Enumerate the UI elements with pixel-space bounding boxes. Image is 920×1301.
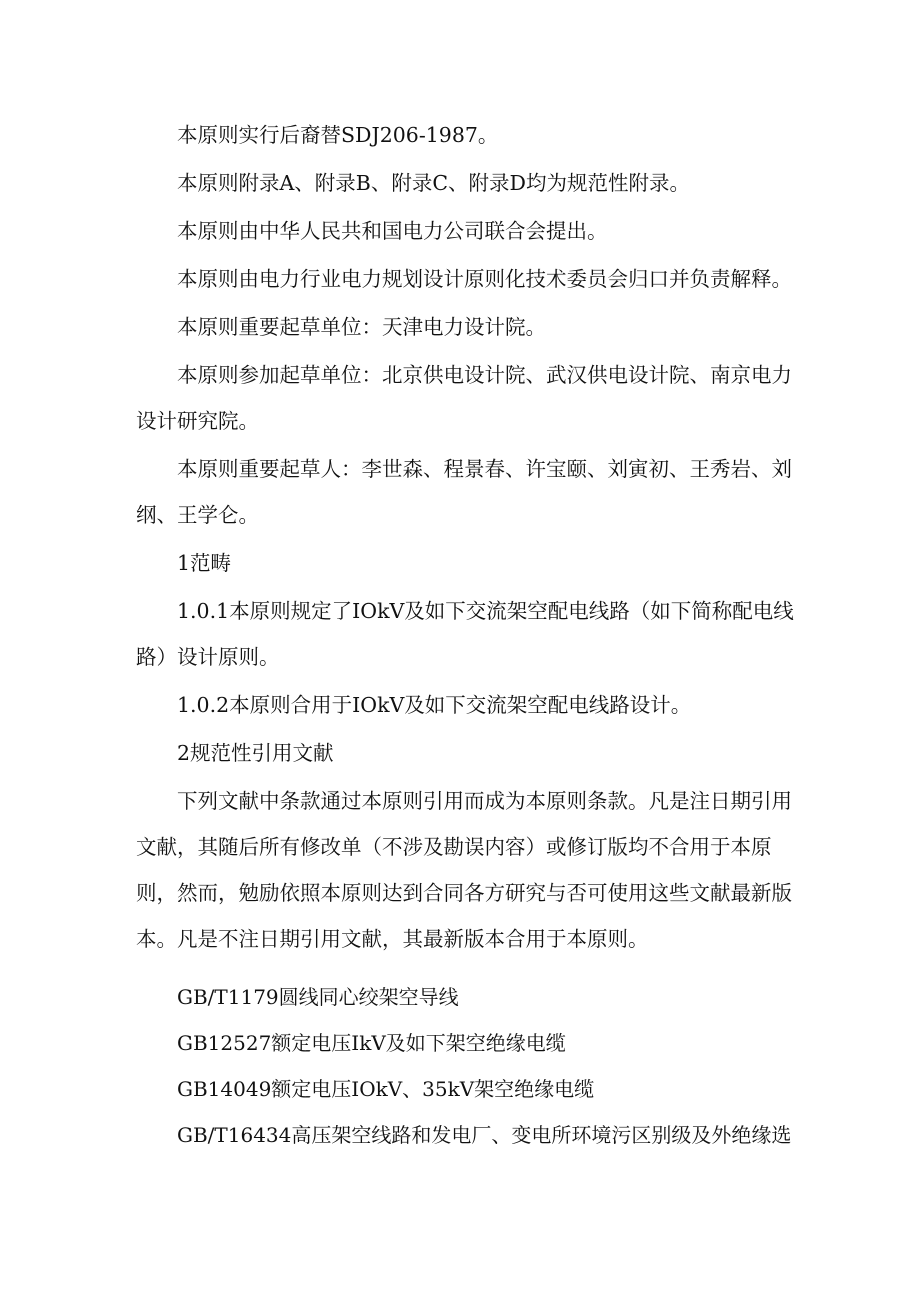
reference-item: GB/T1179圆线同心绞架空导线	[177, 985, 459, 1009]
paragraph-main-drafter: 本原则重要起草单位：天津电力设计院。	[177, 315, 546, 339]
reference-list	[136, 974, 796, 1158]
reference-item: GB12527额定电压IkV及如下架空绝缘电缆	[177, 1031, 566, 1055]
section-1-title: 1范畴	[177, 551, 232, 575]
document-body	[136, 112, 796, 1158]
paragraph-drafters-people: 本原则重要起草人：李世森、程景春、许宝颐、刘寅初、王秀岩、刘纲、王学仑。	[136, 457, 792, 527]
clause-1-0-1: 1.0.1本原则规定了IOkV及如下交流架空配电线路（如下简称配电线路）设计原则。	[136, 599, 794, 669]
reference-item: GB/T16434高压架空线路和发电厂、变电所环境污区别级及外绝缘选	[177, 1123, 792, 1147]
paragraph-appendix: 本原则附录A、附录B、附录C、附录D均为规范性附录。	[177, 171, 690, 195]
paragraph-management: 本原则由电力行业电力规划设计原则化技术委员会归口并负责解释。	[177, 267, 792, 291]
paragraph-proposer: 本原则由中华人民共和国电力公司联合会提出。	[177, 219, 608, 243]
section-2-intro: 下列文献中条款通过本原则引用而成为本原则条款。凡是注日期引用文献，其随后所有修改单（不涉及勘误内容）或修订版均不合用于本原则，然而，勉励依照本原则达到合同各方研究与否可使用这些文献最新版本。凡是不注日期引用文献，其最新版本合用于本原则。	[136, 789, 792, 951]
clause-1-0-2: 1.0.2本原则合用于IOkV及如下交流架空配电线路设计。	[177, 693, 692, 717]
section-2-title: 2规范性引用文献	[177, 741, 334, 765]
paragraph-participating-drafters: 本原则参加起草单位：北京供电设计院、武汉供电设计院、南京电力设计研究院。	[136, 363, 792, 433]
reference-item: GB14049额定电压IOkV、35kV架空绝缘电缆	[177, 1077, 595, 1101]
paragraph-replacement: 本原则实行后裔替SDJ206-1987。	[177, 123, 499, 147]
